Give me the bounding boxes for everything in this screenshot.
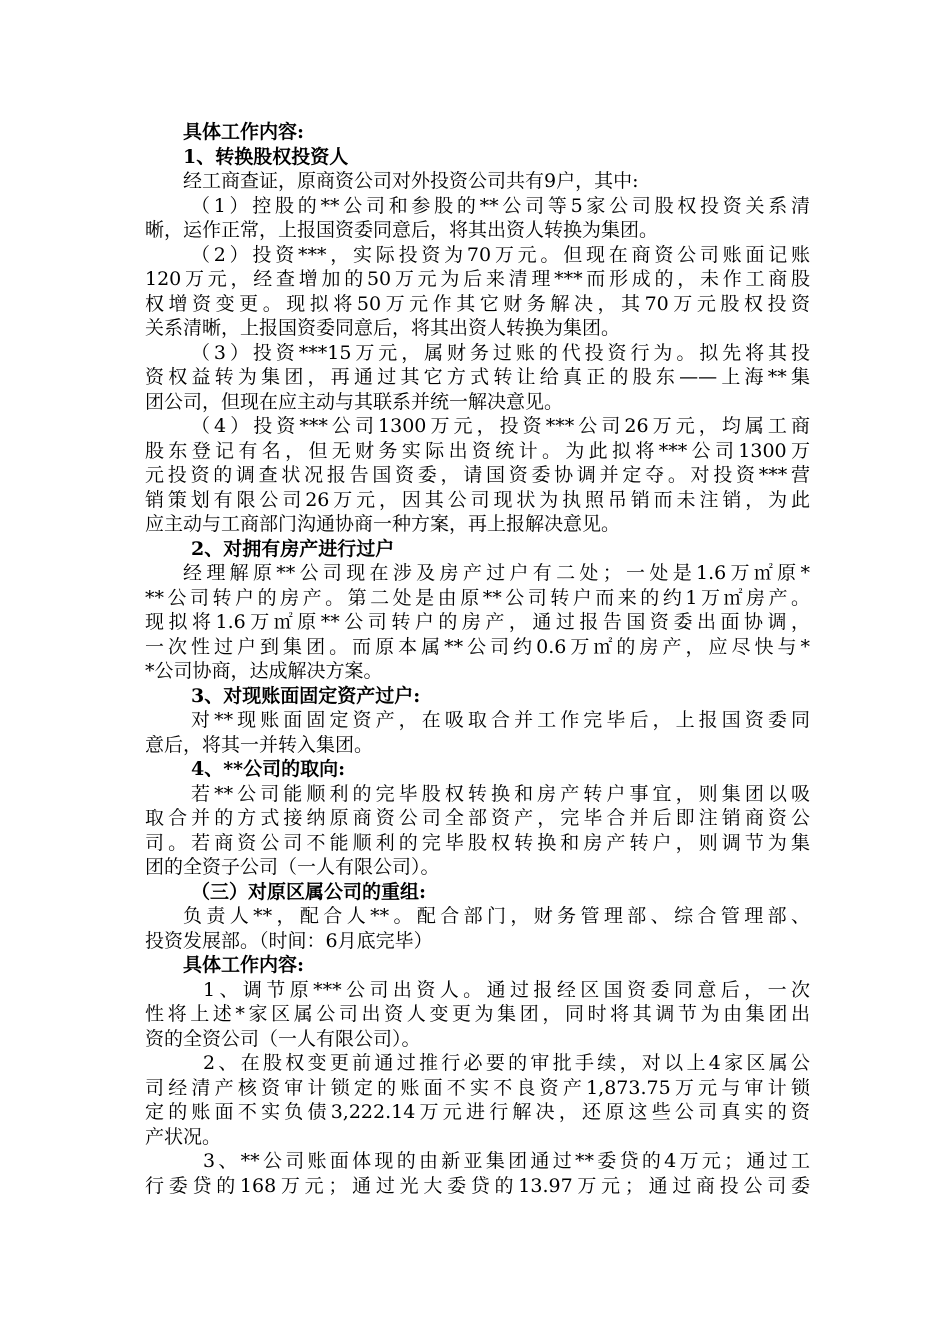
heading-transfer-equity: 1、转换股权投资人 [183, 145, 349, 168]
text-line: 一次性过户到集团。而原本属**公司约0.6万㎡的房产，应尽快与* [145, 635, 810, 658]
text-line: 司。若商资公司不能顺利的完毕股权转换和房产转户，则调节为集 [145, 831, 810, 854]
text-line: 销策划有限公司26万元，因其公司现状为执照吊销而未注销，为此 [145, 488, 810, 511]
text-line: 意后，将其一并转入集团。 [145, 733, 374, 756]
text-line: *公司协商，达成解决方案。 [145, 660, 383, 682]
heading-district-companies: （三）对原区属公司的重组: [191, 880, 427, 903]
text-line: 资权益转为集团，再通过其它方式转让给真正的股东——上海**集 [145, 366, 810, 388]
text-line: 经工商查证，原商资公司对外投资公司共有9户，其中: [183, 170, 639, 192]
heading-work-content: 具体工作内容: [183, 121, 305, 143]
text-line: 投资发展部。（时间：6月底完毕） [145, 929, 433, 952]
text-line: 元投资的调查状况报告国资委，请国资委协调并定夺。对投资***营 [145, 464, 810, 486]
text-line: 晰，运作正常，上报国资委同意后，将其出资人转换为集团。 [145, 219, 659, 241]
text-line: 行委贷的168万元；通过光大委贷的13.97万元；通过商投公司委 [145, 1174, 810, 1197]
text-line: （2）投资***，实际投资为70万元。但现在商资公司账面记账 [191, 243, 810, 266]
text-line: 3、**公司账面体现的由新亚集团通过**委贷的4万元；通过工 [203, 1150, 810, 1172]
text-line: 资的全资公司（一人有限公司）。 [145, 1027, 421, 1050]
heading-property-transfer: 2、对拥有房产进行过户 [191, 537, 395, 560]
text-line: 司经清产核资审计锁定的账面不实不良资产1,873.75万元与审计锁 [145, 1076, 810, 1099]
text-line: 定的账面不实负债3,222.14万元进行解决，还原这些公司真实的资 [145, 1101, 810, 1123]
text-line: 权增资变更。现拟将50万元作其它财务解决，其70万元股权投资 [145, 292, 810, 315]
text-line: 团的全资子公司（一人有限公司）。 [145, 856, 440, 878]
heading-work-content-2: 具体工作内容: [183, 954, 305, 976]
text-line: （4）投资***公司1300万元，投资***公司26万元，均属工商 [191, 415, 810, 437]
text-line: 1、调节原***公司出资人。通过报经区国资委同意后，一次 [203, 978, 810, 1001]
text-line: 120万元，经查增加的50万元为后来清理***而形成的，未作工商股 [145, 268, 810, 290]
text-line: 性将上述*家区属公司出资人变更为集团，同时将其调节为由集团出 [145, 1003, 810, 1025]
text-line: （1）控股的**公司和参股的**公司等5家公司股权投资关系清 [191, 194, 810, 217]
text-line: 股东登记有名，但无财务实际出资统计。为此拟将***公司1300万 [145, 439, 810, 462]
document-body [145, 120, 810, 1198]
text-line: **公司转户的房产。第二处是由原**公司转户而来的约1万㎡房产。 [145, 586, 810, 609]
text-line: 对**现账面固定资产，在吸取合并工作完毕后，上报国资委同 [191, 709, 810, 731]
text-line: 现拟将1.6万㎡原**公司转户的房产，通过报告国资委出面协调， [145, 611, 810, 633]
text-line: 若**公司能顺利的完毕股权转换和房产转户事宜，则集团以吸 [191, 782, 810, 805]
text-line: 产状况。 [145, 1125, 222, 1148]
heading-fixed-assets: 3、对现账面固定资产过户: [191, 684, 421, 707]
heading-company-direction: 4、**公司的取向: [191, 758, 346, 780]
text-line: 负责人**，配合人**。配合部门，财务管理部、综合管理部、 [183, 905, 810, 927]
text-line: 关系清晰，上报国资委同意后，将其出资人转换为集团。 [145, 317, 621, 339]
text-line: 2、在股权变更前通过推行必要的审批手续，对以上4家区属公 [203, 1052, 810, 1074]
text-line: （3）投资***15万元，属财务过账的代投资行为。拟先将其投 [191, 341, 810, 364]
text-line: 团公司，但现在应主动与其联系并统一解决意见。 [145, 390, 564, 413]
text-line: 取合并的方式接纳原商资公司全部资产，完毕合并后即注销商资公 [145, 807, 810, 829]
text-line: 经理解原**公司现在涉及房产过户有二处；一处是1.6万㎡原* [183, 562, 810, 584]
text-line: 应主动与工商部门沟通协商一种方案，再上报解决意见。 [145, 513, 621, 535]
